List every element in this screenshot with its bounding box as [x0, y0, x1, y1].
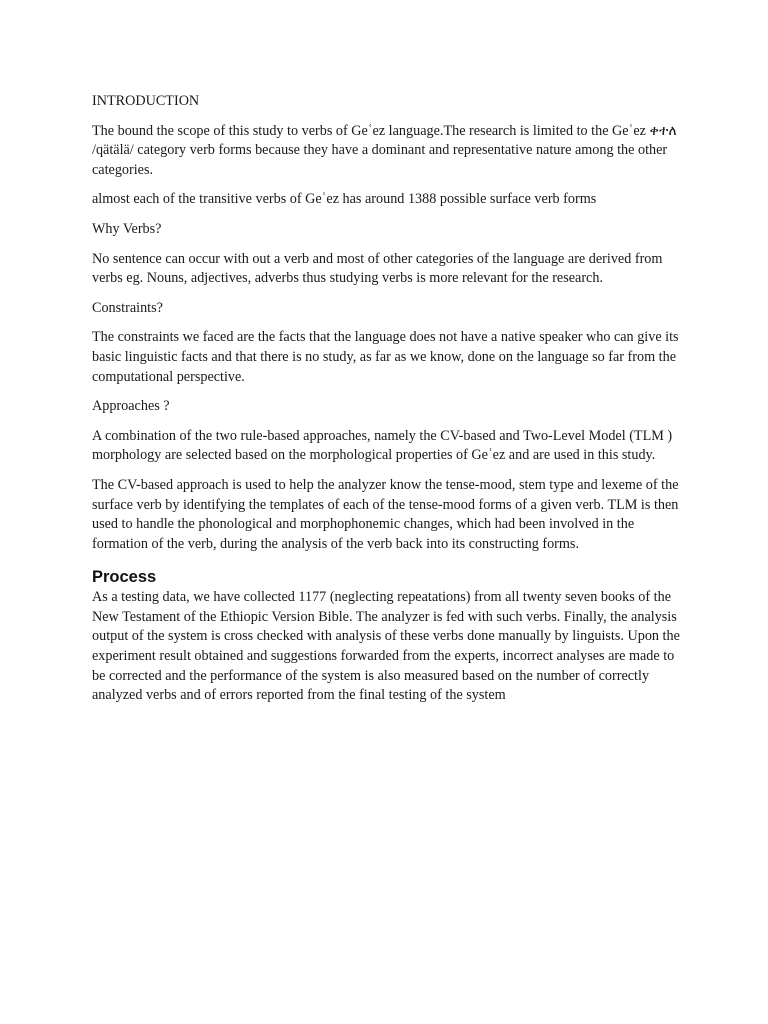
- introduction-heading: INTRODUCTION: [92, 93, 200, 109]
- approaches-paragraph: A combination of the two rule-based approaches, namely the CV-based and Two-Level Model (TLM ) morphology are selected based on the morphological properties of Geʿez and are used in this study.: [92, 427, 673, 464]
- document-page: [92, 92, 682, 716]
- why-verbs-question: Why Verbs?: [92, 220, 162, 237]
- constraints-question: Constraints?: [92, 299, 163, 316]
- process-paragraph: As a testing data, we have collected 1177 (neglecting repeatations) from all twenty seven books of the New Testament of the Ethiopic Version Bible. The analyzer is fed with such verbs. Finally, the analysis output of the system is cross checked with analysis of these verbs done manually by linguists. Upon the experiment result obtained and suggestions forwarded from the experts, incorrect analyses are made to be corrected and the performance of the system is also measured based on the number of correctly analyzed verbs and of errors reported from the final testing of the system: [92, 589, 680, 704]
- scope-paragraph: The bound the scope of this study to verbs of Geʿez language.The research is limited to the Geʿez ቀተለ /qätälä/ category verb forms because they have a dominant and representative nature among the other categories.: [92, 122, 677, 178]
- constraints-paragraph: The constraints we faced are the facts that the language does not have a native speaker who can give its basic linguistic facts and that there is no study, as far as we know, done on the language so far from the computational perspective.: [92, 329, 679, 385]
- verb-forms-paragraph: almost each of the transitive verbs of Geʿez has around 1388 possible surface verb forms: [92, 191, 597, 208]
- process-heading: Process: [92, 568, 157, 587]
- cv-tlm-paragraph: The CV-based approach is used to help the analyzer know the tense-mood, stem type and lexeme of the surface verb by identifying the templates of each of the tense-mood forms of a given verb. TLM is then used to handle the phonological and morphophonemic changes, which had been involved in the formation of the verb, during the analysis of the verb back into its constructing forms.: [92, 476, 679, 552]
- why-verbs-paragraph: No sentence can occur with out a verb and most of other categories of the language are derived from verbs eg. Nouns, adjectives, adverbs thus studying verbs is more relevant for the research.: [92, 250, 663, 287]
- approaches-question: Approaches ?: [92, 398, 170, 415]
